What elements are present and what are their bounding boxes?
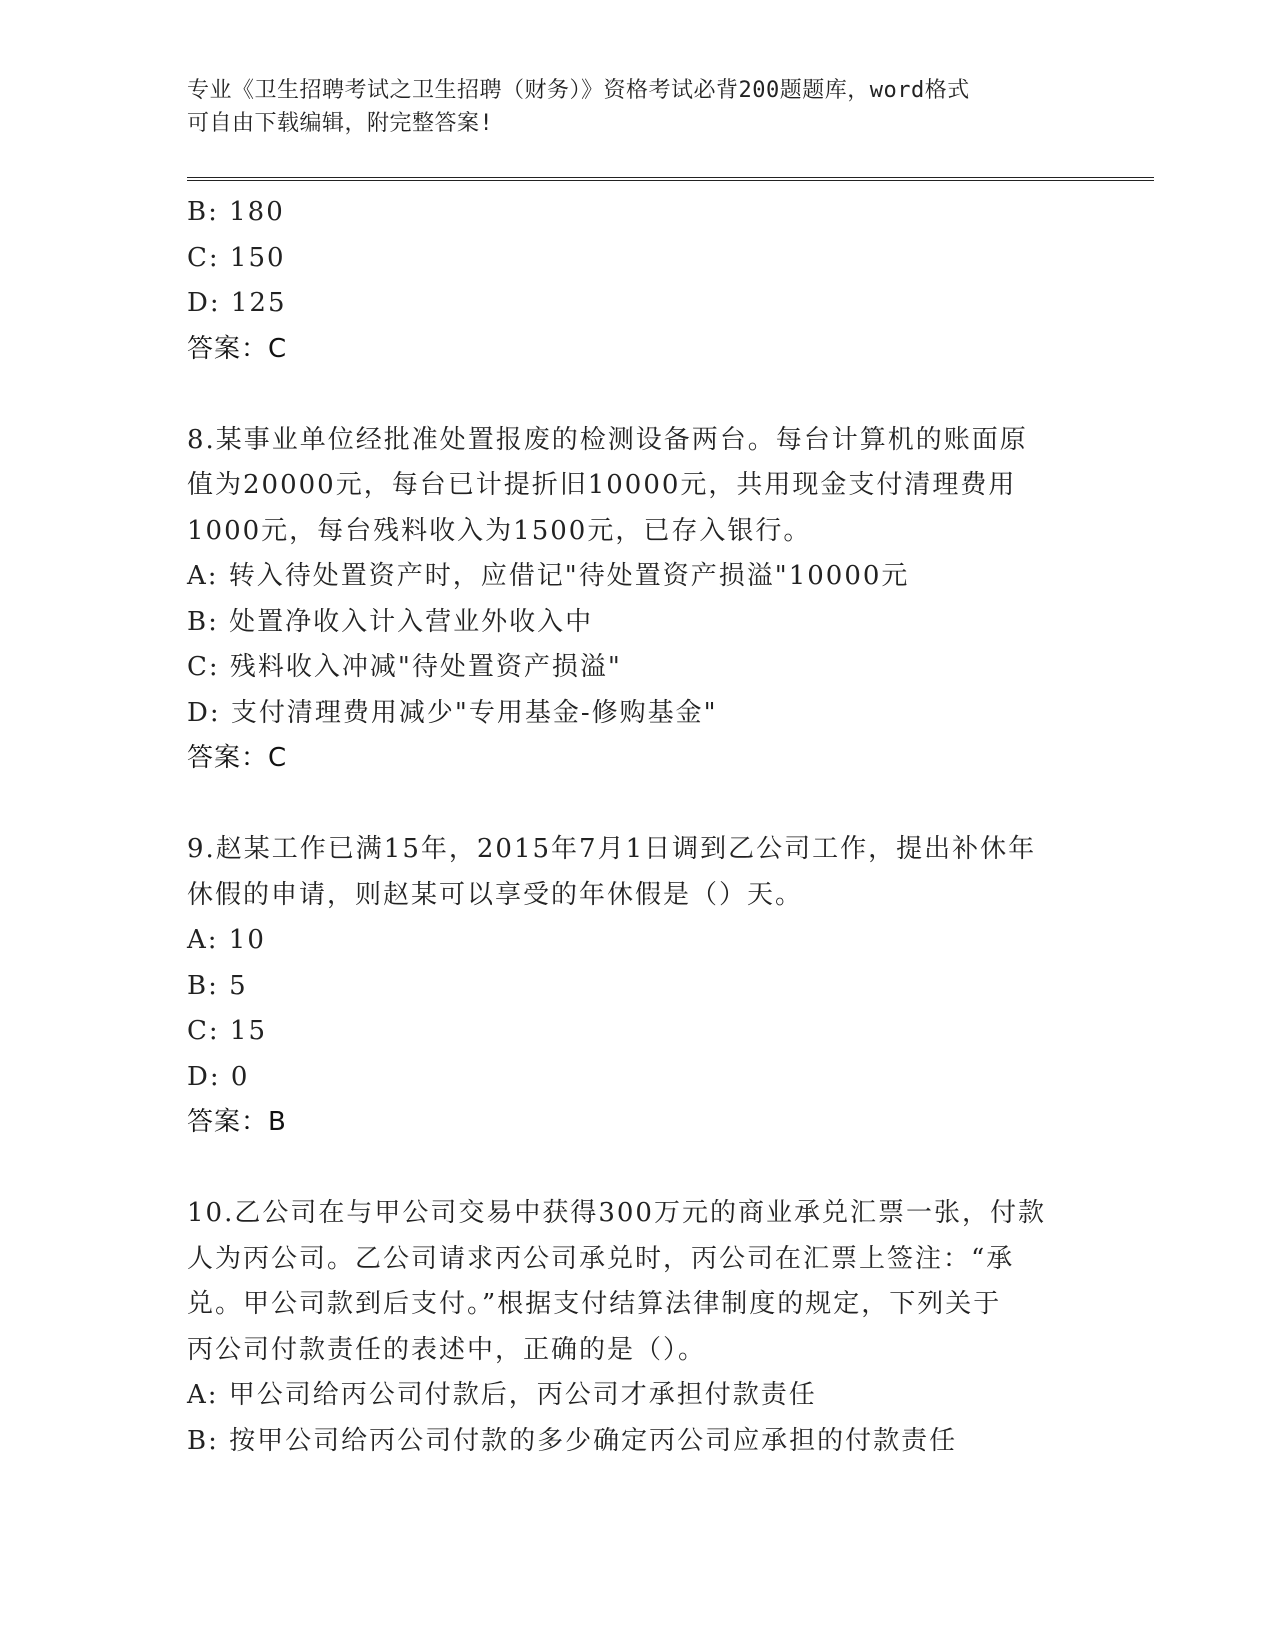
q9-stem-line2: 休假的申请，则赵某可以享受的年休假是（）天。 — [187, 879, 804, 910]
q9-stem-line1: 9.赵某工作已满15年，2015年7月1日调到乙公司工作，提出补休年 — [187, 834, 1037, 864]
q8-option-b: B: 处置净收入计入营业外收入中 — [187, 606, 594, 637]
q8-stem-line3: 1000元，每台残料收入为1500元，已存入银行。 — [187, 515, 812, 546]
q8-stem-line2: 值为20000元，每台已计提折旧10000元，共用现金支付清理费用 — [187, 470, 1017, 500]
q10-stem-line2: 人为丙公司。乙公司请求丙公司承兑时，丙公司在汇票上签注：“承 — [187, 1243, 1015, 1274]
q7-option-b: B: 180 — [187, 197, 285, 227]
question-8 — [187, 418, 1087, 782]
q9-answer: 答案：B — [187, 1107, 287, 1137]
q9-option-d: D: 0 — [187, 1061, 250, 1092]
q9-option-c: C: 15 — [187, 1016, 268, 1046]
question-7 — [187, 190, 1087, 372]
spacer — [187, 372, 1087, 418]
q10-stem-line1: 10.乙公司在与甲公司交易中获得300万元的商业承兑汇票一张，付款 — [187, 1198, 1046, 1228]
spacer — [187, 1146, 1087, 1192]
header-title-line2: 可自由下载编辑，附完整答案! — [187, 111, 494, 136]
q8-stem-line1: 8.某事业单位经批准处置报废的检测设备两台。每台计算机的账面原 — [187, 424, 1028, 455]
question-10 — [187, 1191, 1087, 1464]
spacer — [187, 782, 1087, 828]
q8-option-c: C: 残料收入冲减"待处置资产损溢" — [187, 652, 622, 682]
q8-answer: 答案：C — [187, 743, 288, 773]
document-body — [187, 190, 1087, 1464]
q9-option-a: A: 10 — [187, 925, 266, 955]
q10-stem-line4: 丙公司付款责任的表述中，正确的是（）。 — [187, 1334, 707, 1365]
q10-option-a: A: 甲公司给丙公司付款后，丙公司才承担付款责任 — [187, 1380, 817, 1410]
q9-option-b: B: 5 — [187, 970, 248, 1001]
q10-stem-line3: 兑。甲公司款到后支付。”根据支付结算法律制度的规定，下列关于 — [187, 1289, 1002, 1319]
q8-option-d: D: 支付清理费用减少"专用基金-修购基金" — [187, 697, 718, 728]
page-header — [187, 74, 1087, 140]
q10-option-b: B: 按甲公司给丙公司付款的多少确定丙公司应承担的付款责任 — [187, 1425, 958, 1456]
q7-answer: 答案：C — [187, 333, 288, 364]
q7-option-c: C: 150 — [187, 242, 286, 273]
q8-option-a: A: 转入待处置资产时，应借记"待处置资产损溢"10000元 — [187, 561, 910, 591]
header-title-line1: 专业《卫生招聘考试之卫生招聘（财务）》资格考试必背200题题库，word格式 — [187, 78, 970, 103]
q7-option-d: D: 125 — [187, 288, 287, 318]
question-9 — [187, 827, 1087, 1146]
header-divider — [187, 177, 1154, 181]
